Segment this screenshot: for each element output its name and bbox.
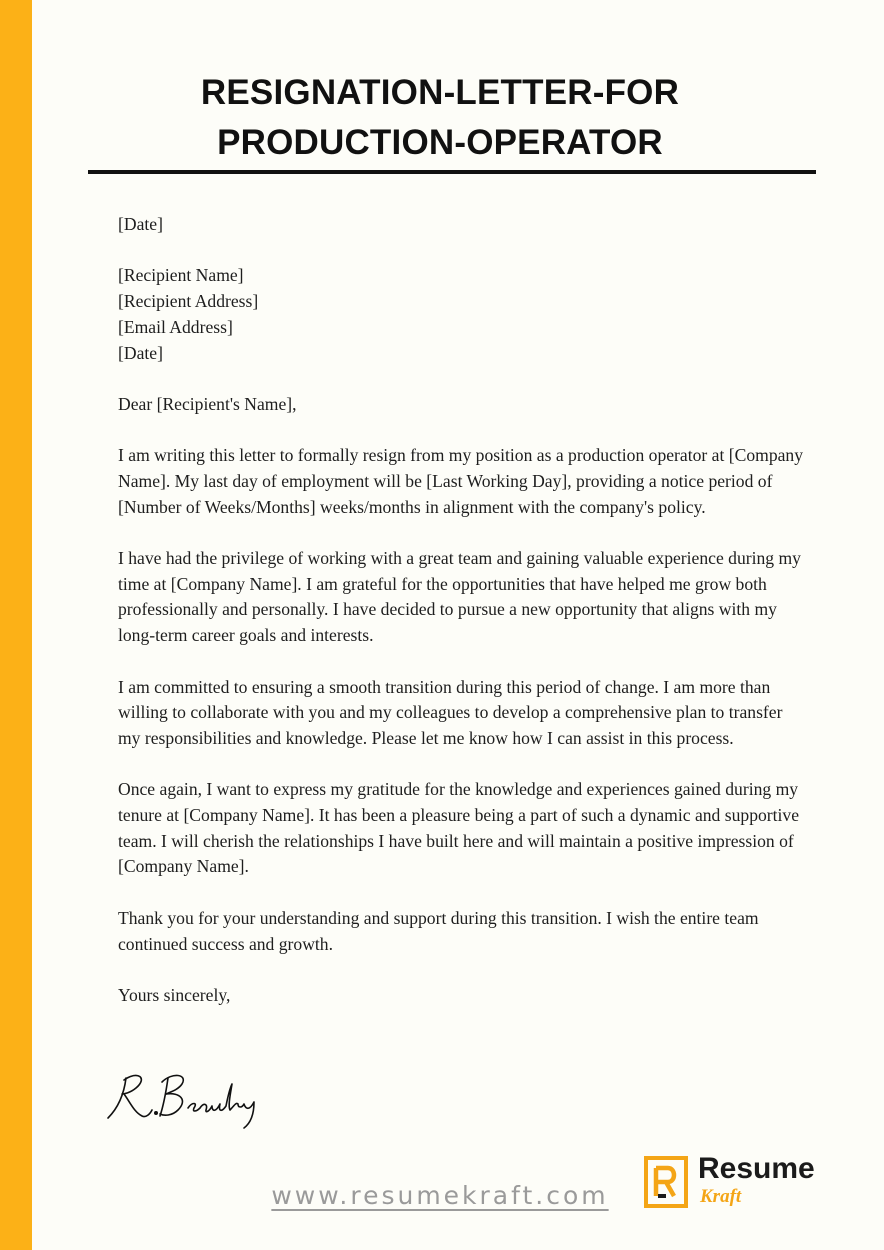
logo-subword: Kraft [700, 1186, 742, 1207]
paragraph-gratitude: I have had the privilege of working with a great team and gaining valuable experience during my time at [Company Name]. I am grateful for the opportunities that have helped me grow both professionally and personally. I have decided to pursue a new opportunity that aligns with my long-term career goals and interests. [118, 548, 801, 646]
paragraph-appreciation: Once again, I want to express my gratitude for the knowledge and experiences gained during my tenure at [Company Name]. It has been a pleasure being a part of such a dynamic and supportive team. I will cherish the relationships I have built here and will maintain a positive impression of [Company Name]. [118, 779, 800, 877]
footer-website[interactable]: www.resumekraft.com [271, 1181, 609, 1210]
signature-image [104, 1066, 274, 1130]
title-line-1: RESIGNATION-LETTER-FOR [200, 73, 680, 112]
paragraph-transition: I am committed to ensuring a smooth transition during this period of change. I am more than willing to collaborate with you and my colleagues to develop a comprehensive plan to transfer my responsibilities and knowledge. Please let me know how I can assist in this process. [118, 676, 783, 748]
resumekraft-logo [644, 1153, 834, 1213]
logo-r-icon [644, 1156, 688, 1208]
recipient-name: [Recipient Name] [118, 265, 244, 286]
title-line-2: PRODUCTION-OPERATOR [217, 123, 663, 162]
logo-wordmark: Resume [698, 1152, 815, 1185]
page-title [140, 68, 740, 168]
recipient-date: [Date] [118, 342, 163, 363]
paragraph-intro: I am writing this letter to formally resign from my position as a production operator at [Company Name]. My last day of employment will be [Last Working Day], providing a notice period of [Number of Weeks/Months] weeks/months in alignment with the company's policy. [118, 445, 804, 517]
letter-date: [Date] [118, 214, 163, 234]
salutation: Dear [Recipient's Name], [118, 393, 297, 414]
closing: Yours sincerely, [118, 984, 231, 1005]
letter-body [118, 212, 808, 1034]
recipient-block [118, 263, 808, 366]
paragraph-thanks: Thank you for your understanding and support during this transition. I wish the entire team continued success and growth. [118, 907, 759, 954]
side-accent-stripe [0, 0, 32, 1250]
title-divider [88, 170, 816, 174]
recipient-email: [Email Address] [118, 316, 233, 337]
recipient-address: [Recipient Address] [118, 291, 259, 312]
